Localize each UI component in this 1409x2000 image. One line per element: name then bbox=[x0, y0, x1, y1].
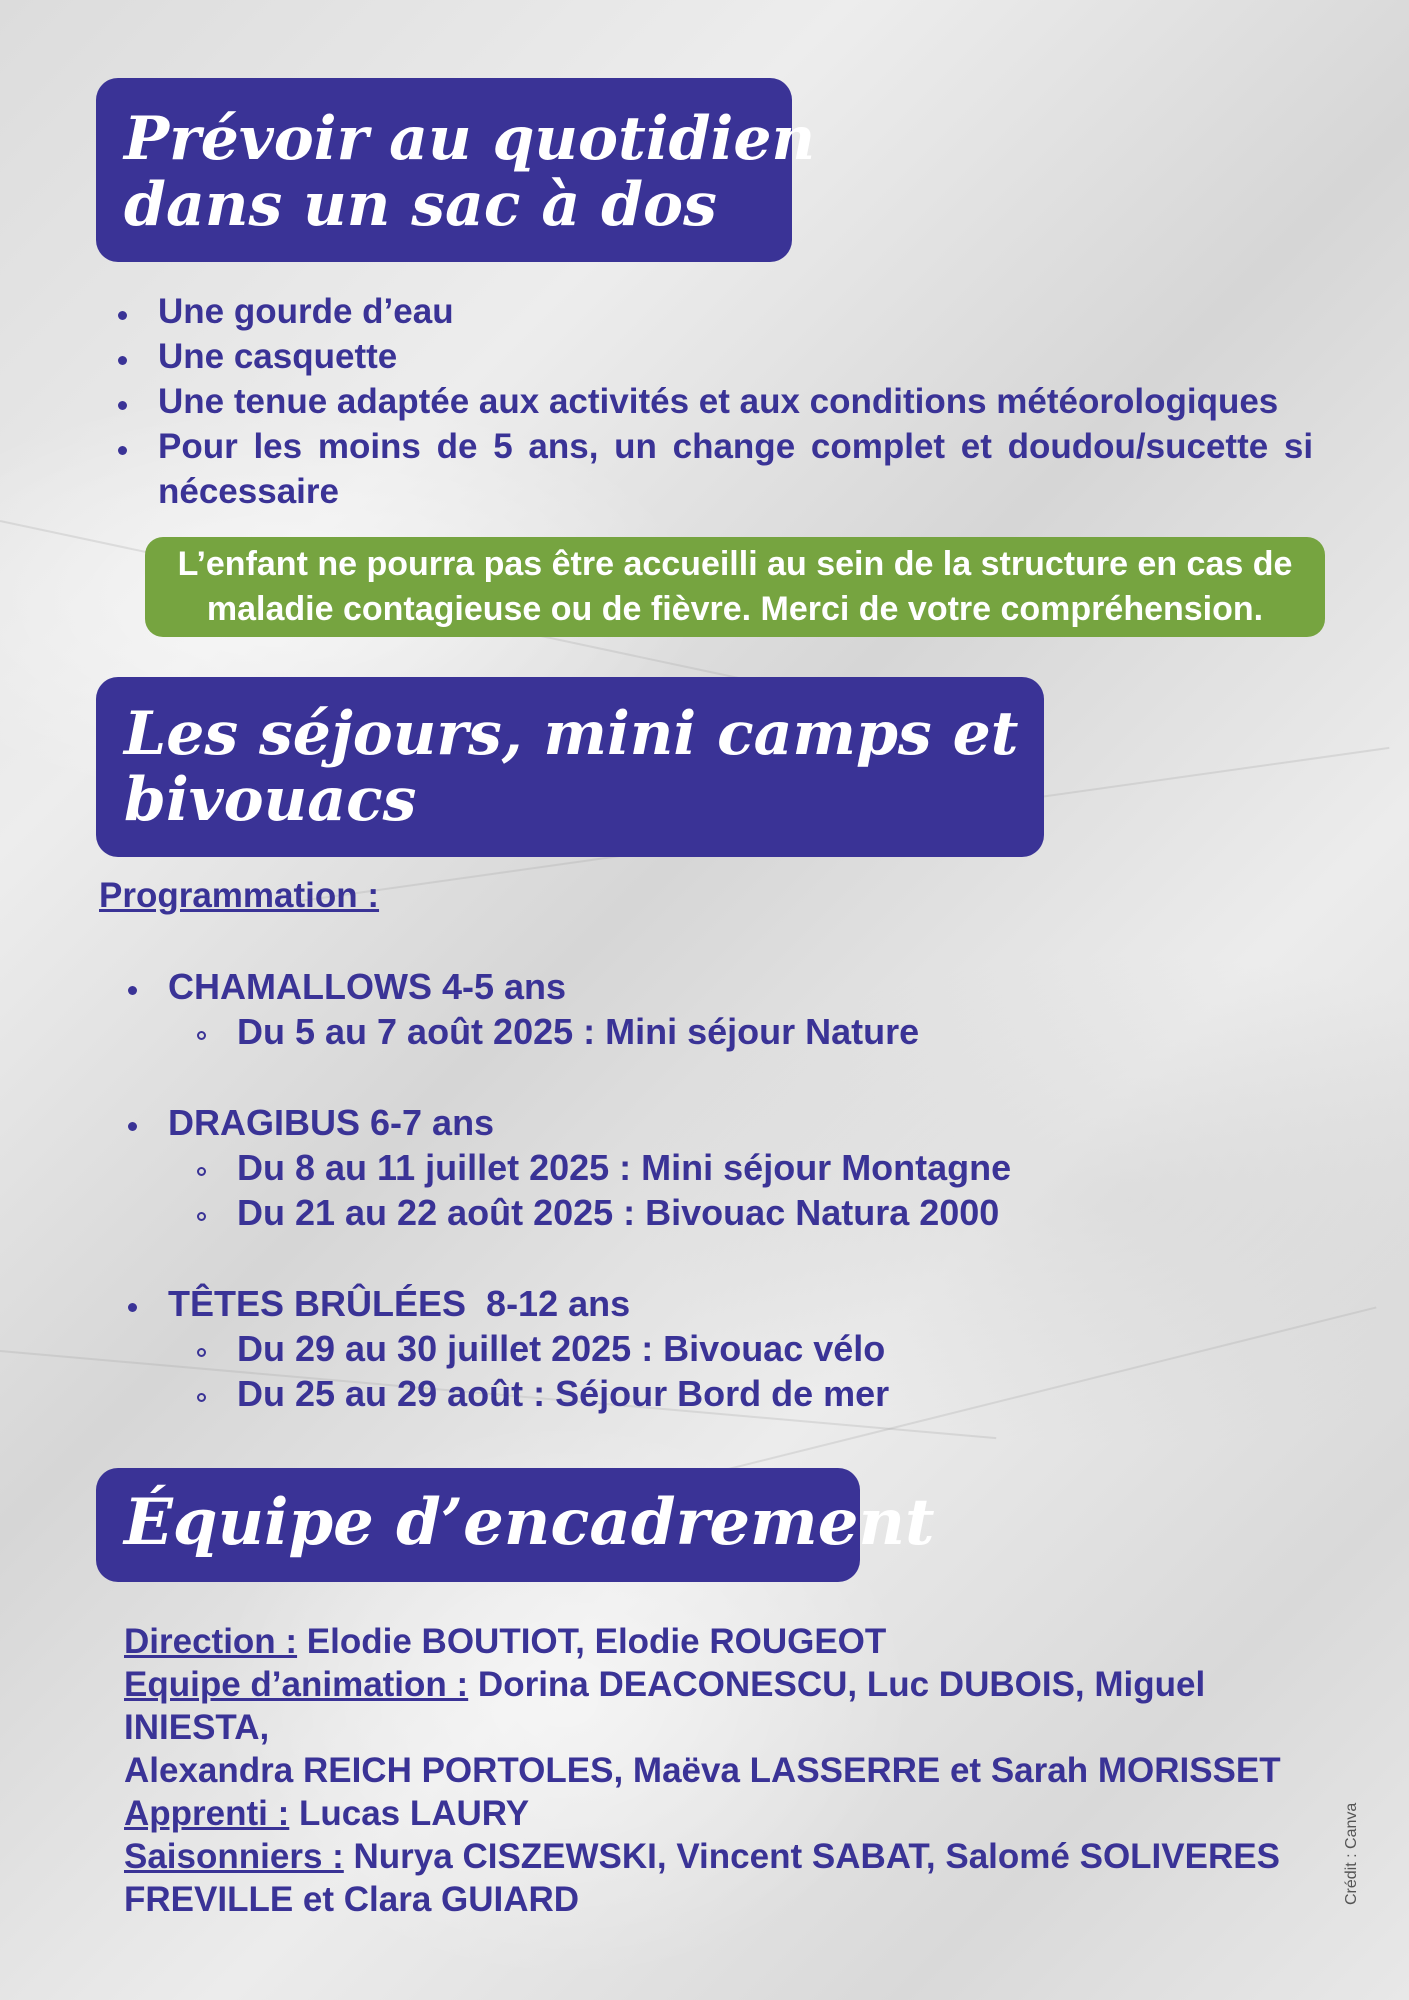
sub-bullet-icon bbox=[197, 1212, 206, 1221]
apprenti-label: Apprenti : bbox=[124, 1794, 290, 1833]
sub-bullet-icon bbox=[197, 1348, 206, 1357]
team-direction bbox=[124, 1620, 1324, 1663]
group-item: Du 29 au 30 juillet 2025 : Bivouac vélo bbox=[237, 1328, 886, 1369]
bullet-icon bbox=[118, 311, 127, 320]
list-item: Une gourde d’eau bbox=[158, 292, 454, 331]
notice-line2: maladie contagieuse ou de fièvre. Merci de votre compréhension. bbox=[206, 590, 1264, 628]
saisonniers-label: Saisonniers : bbox=[124, 1837, 344, 1876]
sub-bullet-icon bbox=[197, 1031, 206, 1040]
group-item: Du 8 au 11 juillet 2025 : Mini séjour Montagne bbox=[237, 1147, 1012, 1188]
bullet-icon bbox=[128, 1122, 137, 1131]
bullet-icon bbox=[118, 356, 127, 365]
list-item: Pour les moins de 5 ans, un change complet et doudou/sucette si bbox=[158, 427, 1314, 466]
section2-title bbox=[96, 677, 1044, 857]
health-notice bbox=[145, 537, 1325, 637]
apprenti-value: Lucas LAURY bbox=[289, 1794, 530, 1833]
direction-label: Direction : bbox=[124, 1622, 298, 1661]
sub-bullet-icon bbox=[197, 1167, 206, 1176]
group-name: CHAMALLOWS 4-5 ans bbox=[168, 966, 567, 1007]
section2-title-line2: bivouacs bbox=[124, 765, 417, 835]
team-animation bbox=[124, 1663, 1324, 1749]
group-item: Du 25 au 29 août : Séjour Bord de mer bbox=[237, 1373, 890, 1414]
bullet-icon bbox=[128, 1303, 137, 1312]
group-item: Du 21 au 22 août 2025 : Bivouac Natura 2000 bbox=[237, 1192, 1000, 1233]
section1-title bbox=[96, 78, 816, 262]
notice-line1: L’enfant ne pourra pas être accueilli au sein de la structure en cas de bbox=[177, 545, 1293, 583]
animation-value: Dorina DEACONESCU, Luc DUBOIS, Miguel INIESTA, bbox=[124, 1665, 1206, 1747]
bullet-icon bbox=[118, 401, 127, 410]
list-item: Une tenue adaptée aux activités et aux conditions météorologiques bbox=[158, 382, 1279, 421]
team-list bbox=[124, 1620, 1324, 1921]
group-name: TÊTES BRÛLÉES 8-12 ans bbox=[168, 1283, 631, 1324]
group-item: Du 5 au 7 août 2025 : Mini séjour Nature bbox=[237, 1011, 920, 1052]
section3-title-line: Équipe d’encadrement bbox=[124, 1485, 935, 1560]
direction-value: Elodie BOUTIOT, Elodie ROUGEOT bbox=[297, 1622, 887, 1661]
saisonniers-value: Nurya CISZEWSKI, Vincent SABAT, Salomé SOLIVERES bbox=[343, 1837, 1280, 1876]
image-credit: Crédit : Canva bbox=[1343, 1802, 1360, 1905]
group-name: DRAGIBUS 6-7 ans bbox=[168, 1102, 495, 1143]
section3-title bbox=[96, 1468, 935, 1582]
sub-bullet-icon bbox=[197, 1393, 206, 1402]
list-item: Une casquette bbox=[158, 337, 398, 376]
animation-label: Equipe d’animation : bbox=[124, 1665, 469, 1704]
team-apprenti bbox=[124, 1792, 1324, 1835]
programmation-label: Programmation : bbox=[99, 876, 380, 915]
section1-title-line2: dans un sac à dos bbox=[124, 170, 717, 240]
section2-title-line1: Les séjours, mini camps et bbox=[124, 699, 1019, 769]
team-saisonniers bbox=[124, 1835, 1324, 1878]
list-item-continued: nécessaire bbox=[158, 472, 339, 511]
section1-title-line1: Prévoir au quotidien bbox=[124, 104, 816, 174]
team-saisonniers-continued: FREVILLE et Clara GUIARD bbox=[124, 1880, 580, 1919]
bullet-icon bbox=[128, 986, 137, 995]
team-animation-continued: Alexandra REICH PORTOLES, Maëva LASSERRE et Sarah MORISSET bbox=[124, 1751, 1281, 1790]
bullet-icon bbox=[118, 446, 127, 455]
